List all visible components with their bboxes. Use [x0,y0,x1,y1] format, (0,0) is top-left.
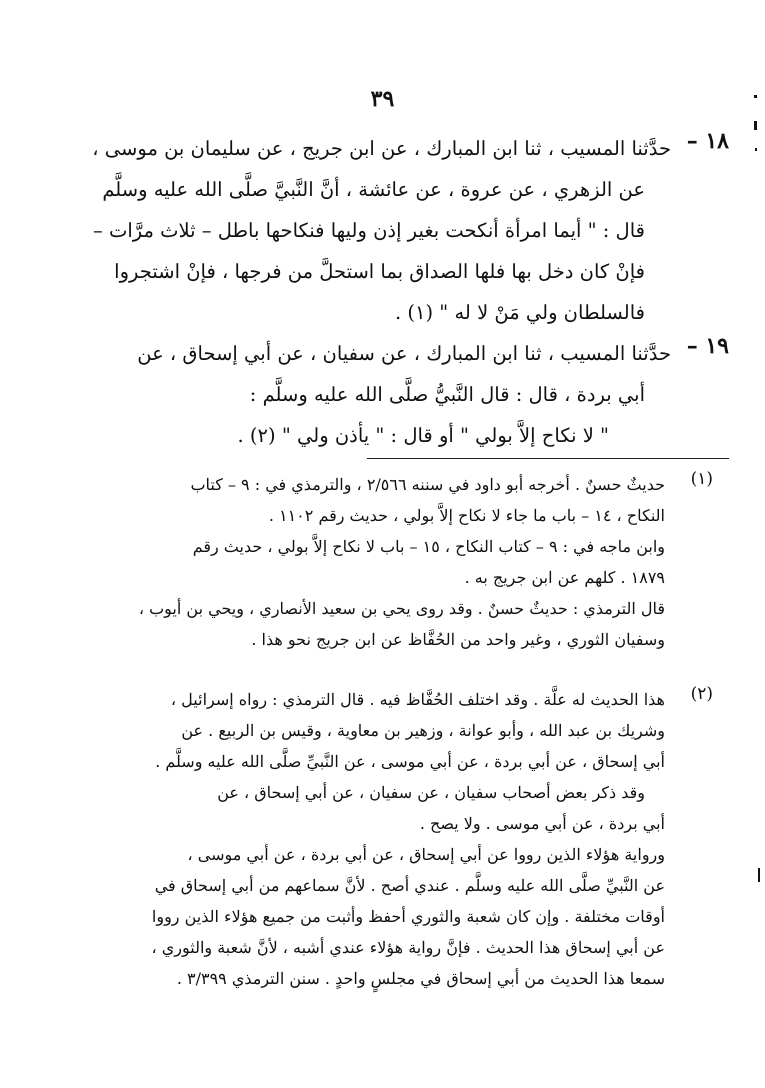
scan-speck [755,148,757,151]
hadith-line: حدَّثنا المسيب ، ثنا ابن المبارك ، عن ابن جريج ، عن سليمان بن موسى ، [92,137,671,160]
footnote-line: عن النَّبيِّ صلَّى الله عليه وسلَّم . عندي أصح . لأنَّ سماعهم من أبي إسحاق في [154,876,665,895]
footnote-line: ١٨٧٩ . كلهم عن ابن جريج به . [464,568,665,587]
scan-speck [754,95,757,98]
hadith-line: فإنْ كان دخل بها فلها الصداق بما استحلَّ من فرجها ، فإنْ اشتجروا [114,260,645,283]
footnote-1 [29,469,729,655]
footnote-line: هذا الحديث له علَّة . وقد اختلف الحُفَّاظ فيه . قال الترمذي : رواه إسرائيل ، [170,690,665,709]
footnote-number: (٢) [690,684,713,704]
footnote-line: وابن ماجه في : ٩ – كتاب النكاح ، ١٥ – باب لا نكاح إلاَّ بولي ، حديث رقم [192,537,665,556]
hadith-line: حدَّثنا المسيب ، ثنا ابن المبارك ، عن سفيان ، عن أبي إسحاق ، عن [137,342,671,365]
hadith-line: " لا نكاح إلاَّ بولي " أو قال : " يأذن ولي " (٢) . [237,424,609,447]
hadith-18 [39,128,729,333]
page-number: ٣٩ [370,86,395,112]
footnote-line: ورواية هؤلاء الذين رووا عن أبي إسحاق ، عن أبي بردة ، عن أبي موسى ، [187,845,665,864]
hadith-number: ١٩ – [686,333,729,359]
footnote-line: وسفيان الثوري ، وغير واحد من الحُفَّاظ عن ابن جريج نحو هذا . [251,630,665,649]
footnote-line: أوقات مختلفة . وإن كان شعبة والثوري أحفظ وأثبت من جميع هؤلاء الذين رووا [151,907,665,926]
hadith-19 [39,333,729,456]
footnote-2 [29,684,729,994]
footnote-line: قال الترمذي : حديثٌ حسنٌ . وقد روى يحي بن سعيد الأنصاري ، ويحي بن أيوب ، [138,599,665,618]
scan-speck [758,868,760,882]
footnote-line: وقد ذكر بعض أصحاب سفيان ، عن سفيان ، عن أبي إسحاق ، عن [217,783,645,802]
hadith-number: ١٨ – [686,128,729,154]
footnote-line: حديثٌ حسنٌ . أخرجه أبو داود في سننه ٢/٥٦٦ ، والترمذي في : ٩ – كتاب [190,475,665,494]
hadith-line: قال : " أيما امرأة أنكحت بغير إذن وليها فنكاحها باطل – ثلاث مرَّات – [93,219,645,242]
hadith-line: فالسلطان ولي مَنْ لا له " (١) . [395,301,645,324]
footnote-line: النكاح ، ١٤ – باب ما جاء لا نكاح إلاَّ بولي ، حديث رقم ١١٠٢ . [268,506,665,525]
footnote-divider [367,458,729,459]
footnote-line: أبي إسحاق ، عن أبي بردة ، عن أبي موسى ، عن النَّبيِّ صلَّى الله عليه وسلَّم . [155,752,665,771]
footnote-number: (١) [690,469,713,489]
hadith-line: عن الزهري ، عن عروة ، عن عائشة ، أنَّ النَّبيَّ صلَّى الله عليه وسلَّم [102,178,645,201]
footnote-line: سمعا هذا الحديث من أبي إسحاق في مجلسٍ واحدٍ . سنن الترمذي ٣/٣٩٩ . [176,969,665,988]
footnote-line: عن أبي إسحاق هذا الحديث . فإنَّ رواية هؤلاء عندي أشبه ، لأنَّ شعبة والثوري ، [151,938,665,957]
footnote-line: وشريك بن عبد الله ، وأبو عوانة ، وزهير بن معاوية ، وقيس بن الربيع . عن [181,721,665,740]
footnote-line: أبي بردة ، عن أبي موسى . ولا يصح . [419,814,665,833]
hadith-line: أبي بردة ، قال : قال النَّبيُّ صلَّى الله عليه وسلَّم : [249,383,645,406]
scan-speck [754,121,757,130]
